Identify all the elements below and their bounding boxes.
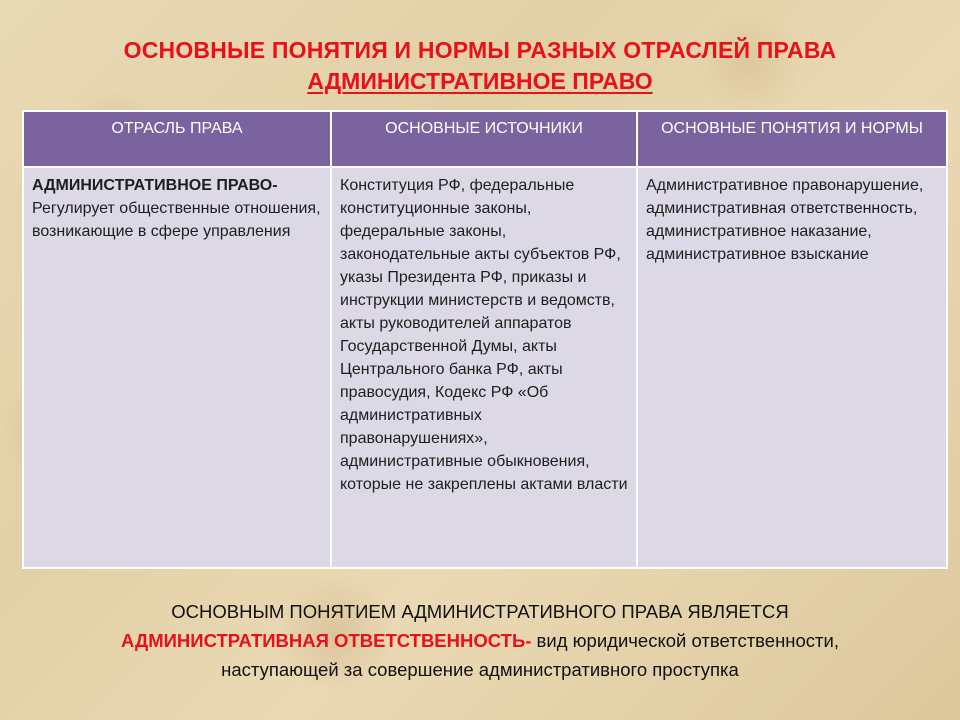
cell-sources: [331, 167, 637, 568]
footer-line2: [0, 626, 960, 655]
footer-definition: [0, 597, 960, 684]
header-sources: ОСНОВНЫЕ ИСТОЧНИКИ: [331, 111, 637, 167]
header-branch: ОТРАСЛЬ ПРАВА: [23, 111, 331, 167]
cell-concepts: [637, 167, 947, 568]
slide-header: [0, 34, 960, 96]
branch-name: АДМИНИСТРАТИВНОЕ ПРАВО-: [32, 177, 278, 194]
law-branches-table: [22, 110, 948, 569]
branch-description: Регулирует общественные отношения, возникающие в сфере управления: [32, 200, 321, 240]
sources-text: Конституция РФ, федеральные конституционные законы, федеральные законы, законодательные акты субъектов РФ, указы Президента РФ, приказы и инструкции министерств и ведомств, акты руководителей аппаратов Государственной Думы, акты Центрального банка РФ, акты правосудия, Кодекс РФ «Об административных правонарушениях», административные обыкновения, которые не закреплены актами власти: [340, 177, 628, 493]
table-row: [23, 167, 947, 568]
concepts-text: Административное правонарушение, административная ответственность, административное наказание, административное взыскание: [646, 177, 924, 263]
footer-term: АДМИНИСТРАТИВНАЯ ОТВЕТСТВЕННОСТЬ-: [121, 630, 532, 651]
header-concepts: ОСНОВНЫЕ ПОНЯТИЯ И НОРМЫ: [637, 111, 947, 167]
slide-title: ОСНОВНЫЕ ПОНЯТИЯ И НОРМЫ РАЗНЫХ ОТРАСЛЕЙ ПРАВА: [123, 37, 837, 63]
footer-line3: наступающей за совершение административного проступка: [221, 659, 739, 680]
cell-branch: [23, 167, 331, 568]
footer-line1: ОСНОВНЫМ ПОНЯТИЕМ АДМИНИСТРАТИВНОГО ПРАВА ЯВЛЯЕТСЯ: [171, 601, 789, 622]
footer-definition-part1: вид юридической ответственности,: [531, 630, 839, 651]
table-header-row: [23, 111, 947, 167]
slide-subtitle: АДМИНИСТРАТИВНОЕ ПРАВО: [307, 68, 653, 94]
